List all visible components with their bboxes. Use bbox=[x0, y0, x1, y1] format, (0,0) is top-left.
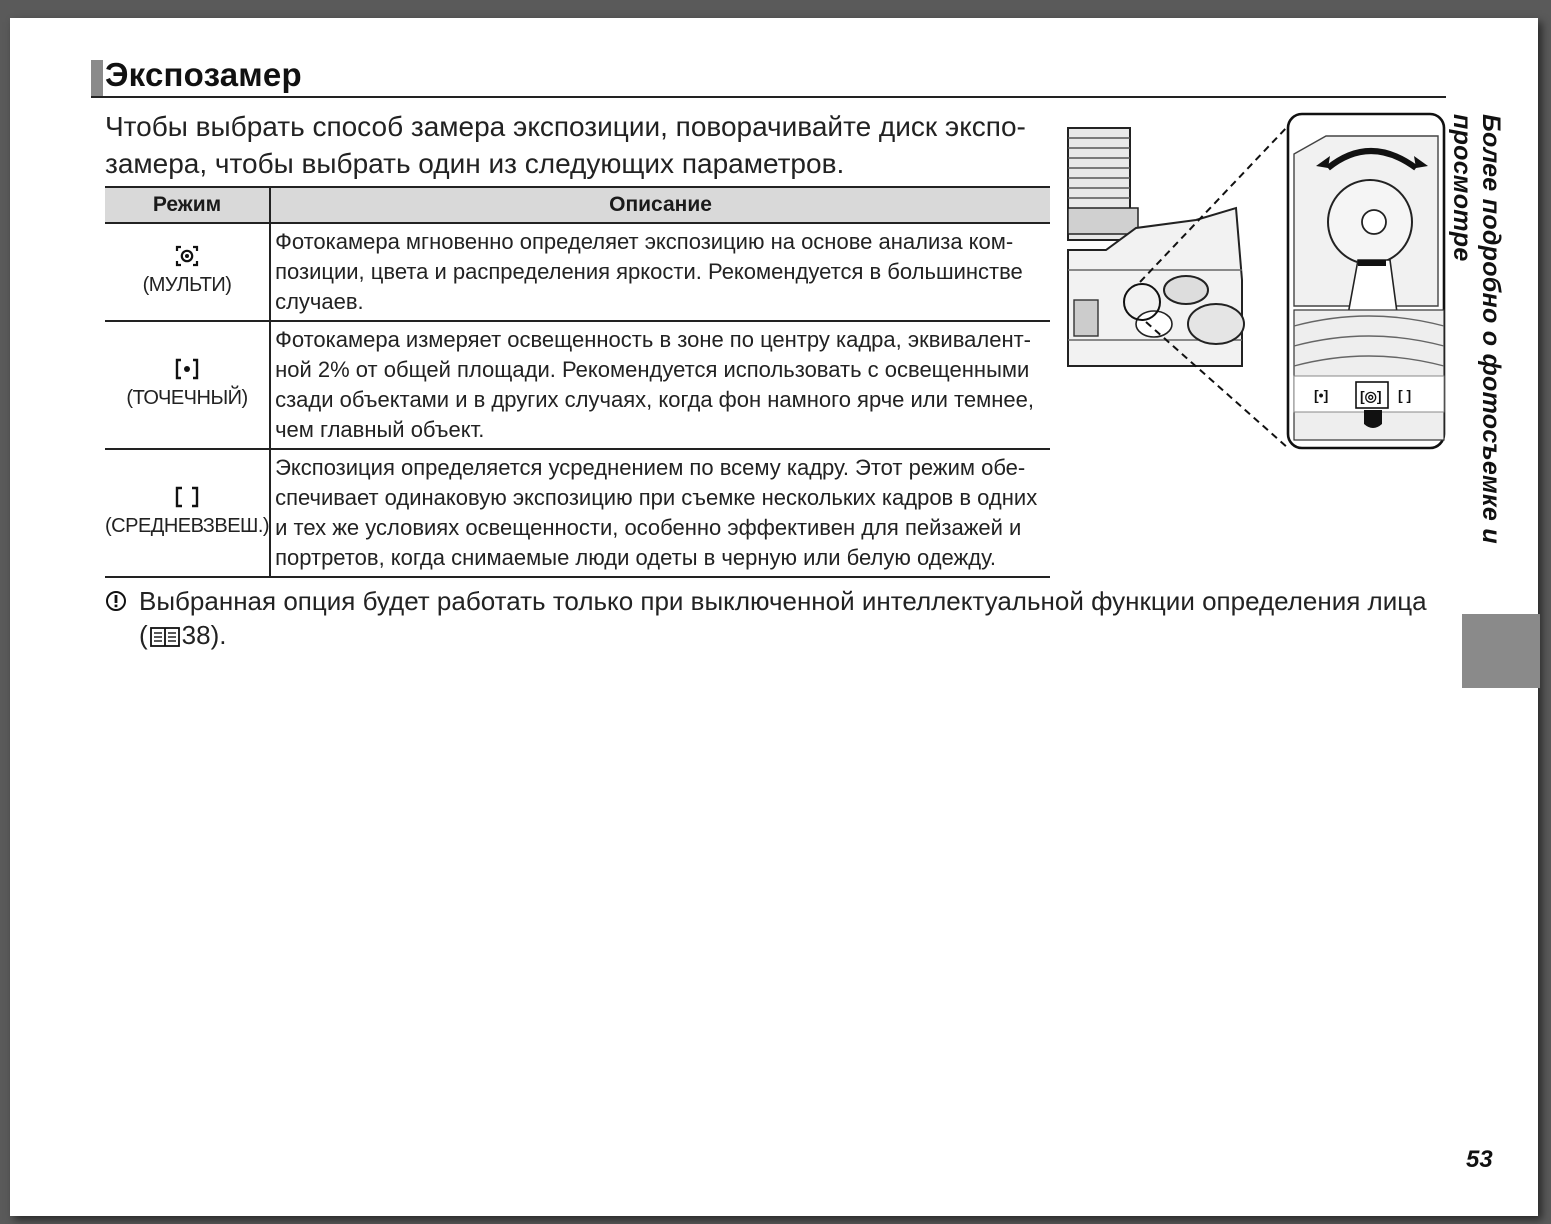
spot-metering-icon bbox=[175, 358, 199, 380]
table-row bbox=[105, 449, 1050, 577]
svg-text:[◎]: [◎] bbox=[1360, 388, 1382, 404]
section-tab-marker bbox=[1462, 614, 1540, 688]
section-side-heading: Более подробно о фотосъемке и просмотре bbox=[1448, 114, 1505, 544]
lens-barrel bbox=[1068, 128, 1138, 240]
camera-metering-dial-illustration bbox=[1066, 110, 1446, 452]
mode-label-multi: (МУЛЬТИ) bbox=[142, 273, 232, 296]
manual-page bbox=[10, 18, 1538, 1216]
caution-icon bbox=[105, 590, 127, 612]
average-metering-icon bbox=[175, 486, 199, 508]
table-header-row bbox=[105, 187, 1050, 223]
page-number: 53 bbox=[1466, 1146, 1493, 1173]
mode-description: Фотокамера измеряет освещенность в зоне по центру кадра, эквивалент-ной 2% от общей площади. Рекомендуется использовать с освещенными сзади объектами и в других случаях, когда фон намного ярче или темнее, чем главный объект. bbox=[270, 321, 1050, 449]
mode-description: Фотокамера мгновенно определяет экспозицию на основе анализа ком-позиции, цвета и распределения яркости. Рекомендуется в большинстве случаев. bbox=[270, 223, 1050, 321]
column-header-mode: Режим bbox=[105, 187, 270, 223]
note-ref-page: 38 bbox=[181, 620, 211, 650]
mode-cell bbox=[105, 321, 270, 449]
mode-label-spot: (ТОЧЕЧНЫЙ) bbox=[126, 386, 248, 409]
dial-detail-inset bbox=[1288, 114, 1444, 448]
column-header-description: Описание bbox=[270, 187, 1050, 223]
mode-label-average: (СРЕДНЕВЗВЕШ.) bbox=[105, 514, 270, 537]
mode-cell bbox=[105, 449, 270, 577]
note-ref-close: ). bbox=[210, 620, 227, 650]
mode-cell bbox=[105, 223, 270, 321]
book-icon bbox=[150, 626, 180, 648]
table-row bbox=[105, 321, 1050, 449]
heading-rule bbox=[91, 96, 1446, 98]
note-body: Выбранная опция будет работать только при выключенной интеллектуальной функции определения лица bbox=[139, 586, 1427, 616]
svg-text:[ ]: [ ] bbox=[1398, 387, 1412, 403]
page-title: Экспозамер bbox=[105, 56, 302, 93]
mode-description: Экспозиция определяется усреднением по всему кадру. Этот режим обе-спечивает одинаковую экспозицию при съемке нескольких кадров в одних и тех же условиях освещенности, особенно эффективен для пейзажей и портретов, когда снимаемые люди одеты в черную или белую одежду. bbox=[270, 449, 1050, 577]
metering-modes-table bbox=[105, 186, 1050, 578]
intro-paragraph: Чтобы выбрать способ замера экспозиции, поворачивайте диск экспо-замера, чтобы выбрать один из следующих параметров. bbox=[105, 111, 1026, 179]
table-row bbox=[105, 223, 1050, 321]
caution-note-text bbox=[139, 584, 1429, 652]
multi-metering-icon bbox=[175, 245, 199, 267]
svg-text:[•]: [•] bbox=[1314, 387, 1329, 403]
heading-marker bbox=[91, 60, 103, 97]
note-ref-open: ( bbox=[139, 620, 148, 650]
